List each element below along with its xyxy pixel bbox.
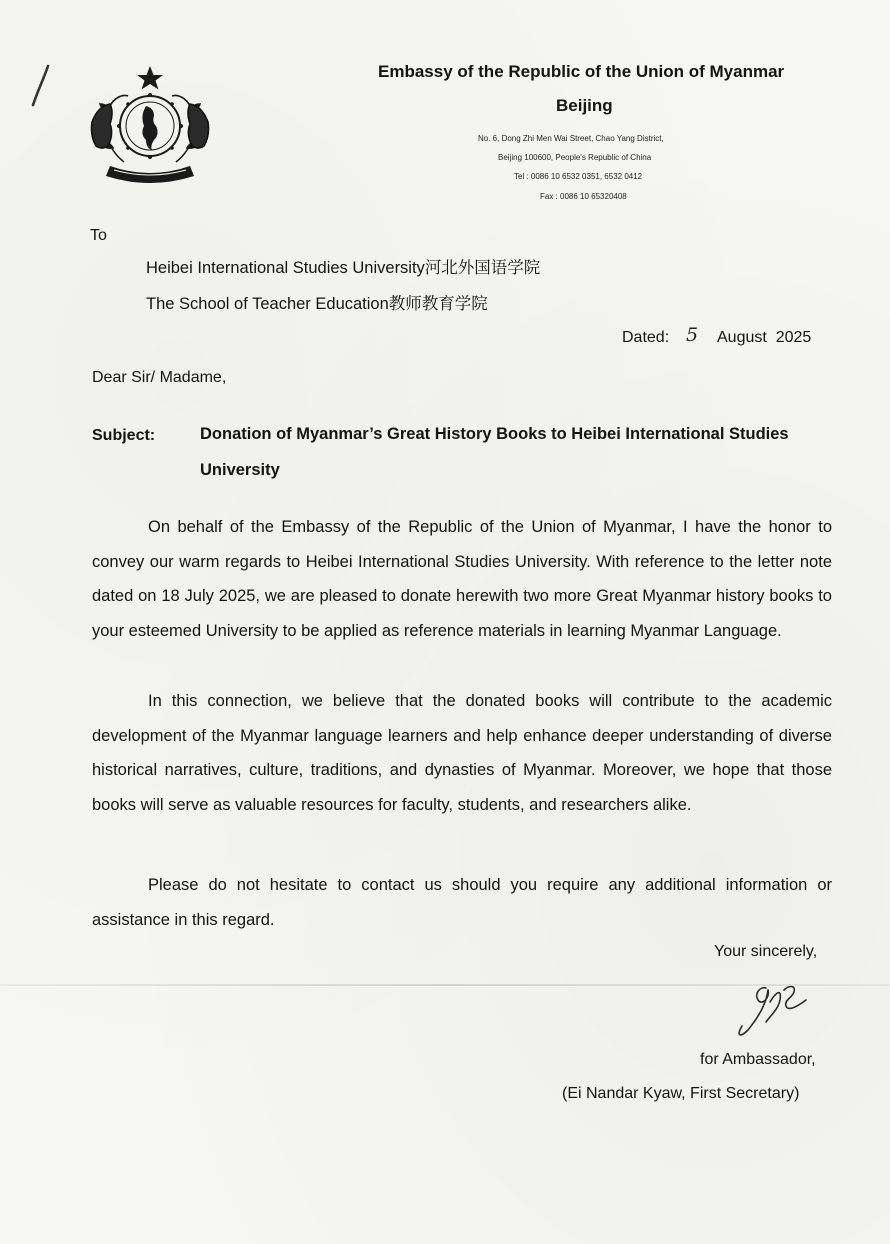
handwritten-signature [726, 976, 812, 1046]
pen-stroke-icon [30, 64, 52, 108]
body-paragraph-3: Please do not hesitate to contact us should you require any additional information or assistance in this regard. [92, 876, 832, 929]
embassy-title: Embassy of the Republic of the Union of Myanmar [378, 62, 785, 81]
to-label: To [90, 227, 107, 244]
subject-label: Subject: [92, 427, 156, 444]
valediction: Your sincerely, [714, 943, 818, 960]
signatory-name: (Ei Nandar Kyaw, First Secretary) [562, 1085, 800, 1102]
date-day-handwritten: 5 [686, 324, 699, 346]
body-paragraph-1: On behalf of the Embassy of the Republic of the Union of Myanmar, I have the honor to convey our warm regards to Heibei International Studies University. With reference to the letter note dated on 18 July 2025, we are pleased to donate herewith two more Great Myanmar history books to your esteemed University to be applied as reference materials in learning Myanmar Language. [92, 518, 832, 640]
recipient-line-1: Heibei International Studies University河北外国语学院 [146, 259, 541, 277]
telephone-line: Tel : 0086 10 6532 0351, 6532 0412 [514, 172, 643, 181]
date-label: Dated: [622, 329, 670, 346]
address-line-1: No. 6, Dong Zhi Men Wai Street, Chao Yang District, [478, 134, 664, 143]
subject-line-2: University [200, 461, 280, 479]
for-ambassador-line: for Ambassador, [700, 1051, 816, 1068]
address-line-2: Beijing 100600, People's Republic of China [498, 153, 652, 162]
fax-line: Fax : 0086 10 65320408 [540, 192, 627, 201]
state-seal-icon [84, 62, 216, 186]
recipient-line-2: The School of Teacher Education教师教育学院 [146, 295, 488, 313]
embassy-city: Beijing [556, 96, 613, 115]
subject-line-1: Donation of Myanmar’s Great History Books to Heibei International Studies [200, 425, 789, 443]
body-paragraph-2: In this connection, we believe that the donated books will contribute to the academic development of the Myanmar language learners and help enhance deeper understanding of diverse historical narratives, culture, traditions, and dynasties of Myanmar. Moreover, we hope that those books will serve as valuable resources for faculty, students, and researchers alike. [92, 692, 832, 814]
date-month-year: August 2025 [717, 329, 812, 346]
salutation: Dear Sir/ Madame, [92, 369, 227, 386]
